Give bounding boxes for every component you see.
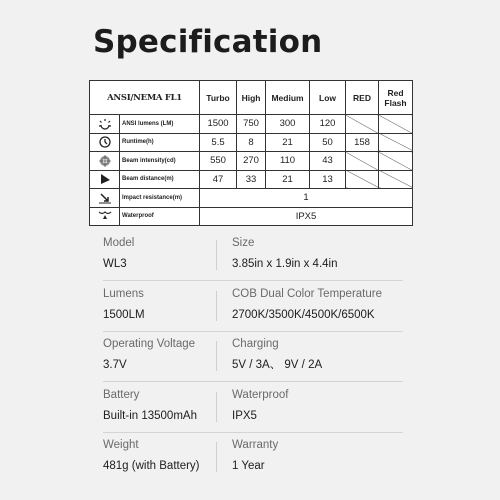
spec-item-lumens [103, 287, 145, 323]
empty-cell [346, 152, 379, 171]
divider [216, 442, 217, 472]
empty-cell [379, 170, 413, 189]
header-medium: Medium [266, 81, 310, 115]
spec-label: Lumens [103, 287, 144, 300]
spec-value: IPX5 [232, 409, 257, 422]
spec-value: 3.85in x 1.9in x 4.4in [232, 258, 338, 270]
water-drop-icon [90, 207, 120, 226]
beam-distance-icon [90, 170, 120, 189]
cell-value: 5.5 [200, 133, 237, 152]
empty-cell [379, 152, 413, 171]
spec-item-model [103, 236, 134, 272]
table-header-row [90, 81, 413, 115]
cell-value: 47 [200, 170, 237, 189]
spec-item-battery [103, 388, 197, 424]
header-red: RED [346, 81, 379, 115]
row-label: Runtime(h) [120, 133, 200, 152]
table-row [90, 152, 413, 171]
spec-list [103, 236, 403, 489]
spec-label: Weight [103, 439, 139, 451]
empty-cell [346, 115, 379, 134]
row-divider [103, 280, 403, 281]
spec-row [103, 287, 403, 338]
cell-value: 21 [266, 133, 310, 152]
cell-value: IPX5 [200, 207, 413, 226]
table-row [90, 189, 413, 208]
cell-value: 120 [310, 115, 346, 134]
row-label: Beam distance(m) [120, 170, 200, 189]
row-divider [103, 331, 403, 332]
impact-arrow-icon [90, 189, 120, 208]
spec-item-voltage [103, 337, 195, 373]
cell-value: 43 [310, 152, 346, 171]
cell-value: 1500 [200, 115, 237, 134]
spec-label: Operating Voltage [103, 338, 196, 350]
empty-cell [379, 133, 413, 152]
spec-value: 3.7V [103, 359, 127, 371]
cell-value: 13 [310, 170, 346, 189]
cell-value: 300 [266, 115, 310, 134]
cell-value: 33 [237, 170, 266, 189]
spec-item-waterproof [232, 388, 288, 424]
cell-value: 110 [266, 152, 310, 171]
spec-item-size [232, 236, 338, 272]
divider [216, 240, 217, 270]
spec-value: 1 Year [232, 460, 265, 472]
row-divider [103, 432, 403, 433]
spec-value: Built-in 13500mAh [103, 409, 197, 422]
row-divider [103, 381, 403, 382]
empty-cell [379, 115, 413, 134]
spec-label: Waterproof [232, 388, 289, 401]
clock-icon [90, 133, 120, 152]
divider [216, 291, 217, 321]
spec-item-weight [103, 438, 200, 474]
spec-value: 2700K/3500K/4500K/6500K [232, 308, 375, 321]
cell-value: 270 [237, 152, 266, 171]
row-label: Impact resistance(m) [120, 189, 200, 208]
target-icon [90, 152, 120, 171]
spec-label: Battery [103, 388, 140, 401]
spec-label: Warranty [232, 439, 279, 451]
sun-rays-icon [90, 115, 120, 134]
spec-row [103, 438, 403, 489]
spec-label: Size [232, 237, 255, 249]
cell-value: 750 [237, 115, 266, 134]
spec-value: WL3 [103, 258, 127, 270]
row-label: Beam intensity(cd) [120, 152, 200, 171]
cell-value: 21 [266, 170, 310, 189]
cell-value: 1 [200, 189, 413, 208]
header-red-flash: Red Flash [379, 81, 413, 115]
spec-value: 1500LM [103, 308, 145, 321]
header-high: High [237, 81, 266, 115]
spec-row [103, 388, 403, 439]
spec-value: 481g (with Battery) [103, 460, 200, 472]
table-row [90, 170, 413, 189]
page-title: Specification [93, 24, 323, 60]
spec-label: COB Dual Color Temperature [232, 287, 382, 300]
row-label: Waterproof [120, 207, 200, 226]
spec-item-charging [232, 337, 322, 373]
header-turbo: Turbo [200, 81, 237, 115]
spec-row [103, 337, 403, 388]
table-brand: ANSI/NEMA FL1 [90, 81, 200, 115]
row-label: ANSI lumens (LM) [120, 115, 200, 134]
cell-value: 550 [200, 152, 237, 171]
spec-item-color-temperature [232, 287, 382, 323]
table-row [90, 207, 413, 226]
header-low: Low [310, 81, 346, 115]
cell-value: 8 [237, 133, 266, 152]
cell-value: 50 [310, 133, 346, 152]
spec-label: Charging [232, 338, 279, 350]
spec-table [89, 80, 413, 226]
divider [216, 341, 217, 371]
table-row [90, 133, 413, 152]
cell-value: 158 [346, 133, 379, 152]
empty-cell [346, 170, 379, 189]
spec-label: Model [103, 237, 135, 249]
spec-value: 5V / 3A、 9V / 2A [232, 359, 323, 371]
spec-item-warranty [232, 438, 278, 474]
table-row [90, 115, 413, 134]
spec-row [103, 236, 403, 287]
divider [216, 392, 217, 422]
